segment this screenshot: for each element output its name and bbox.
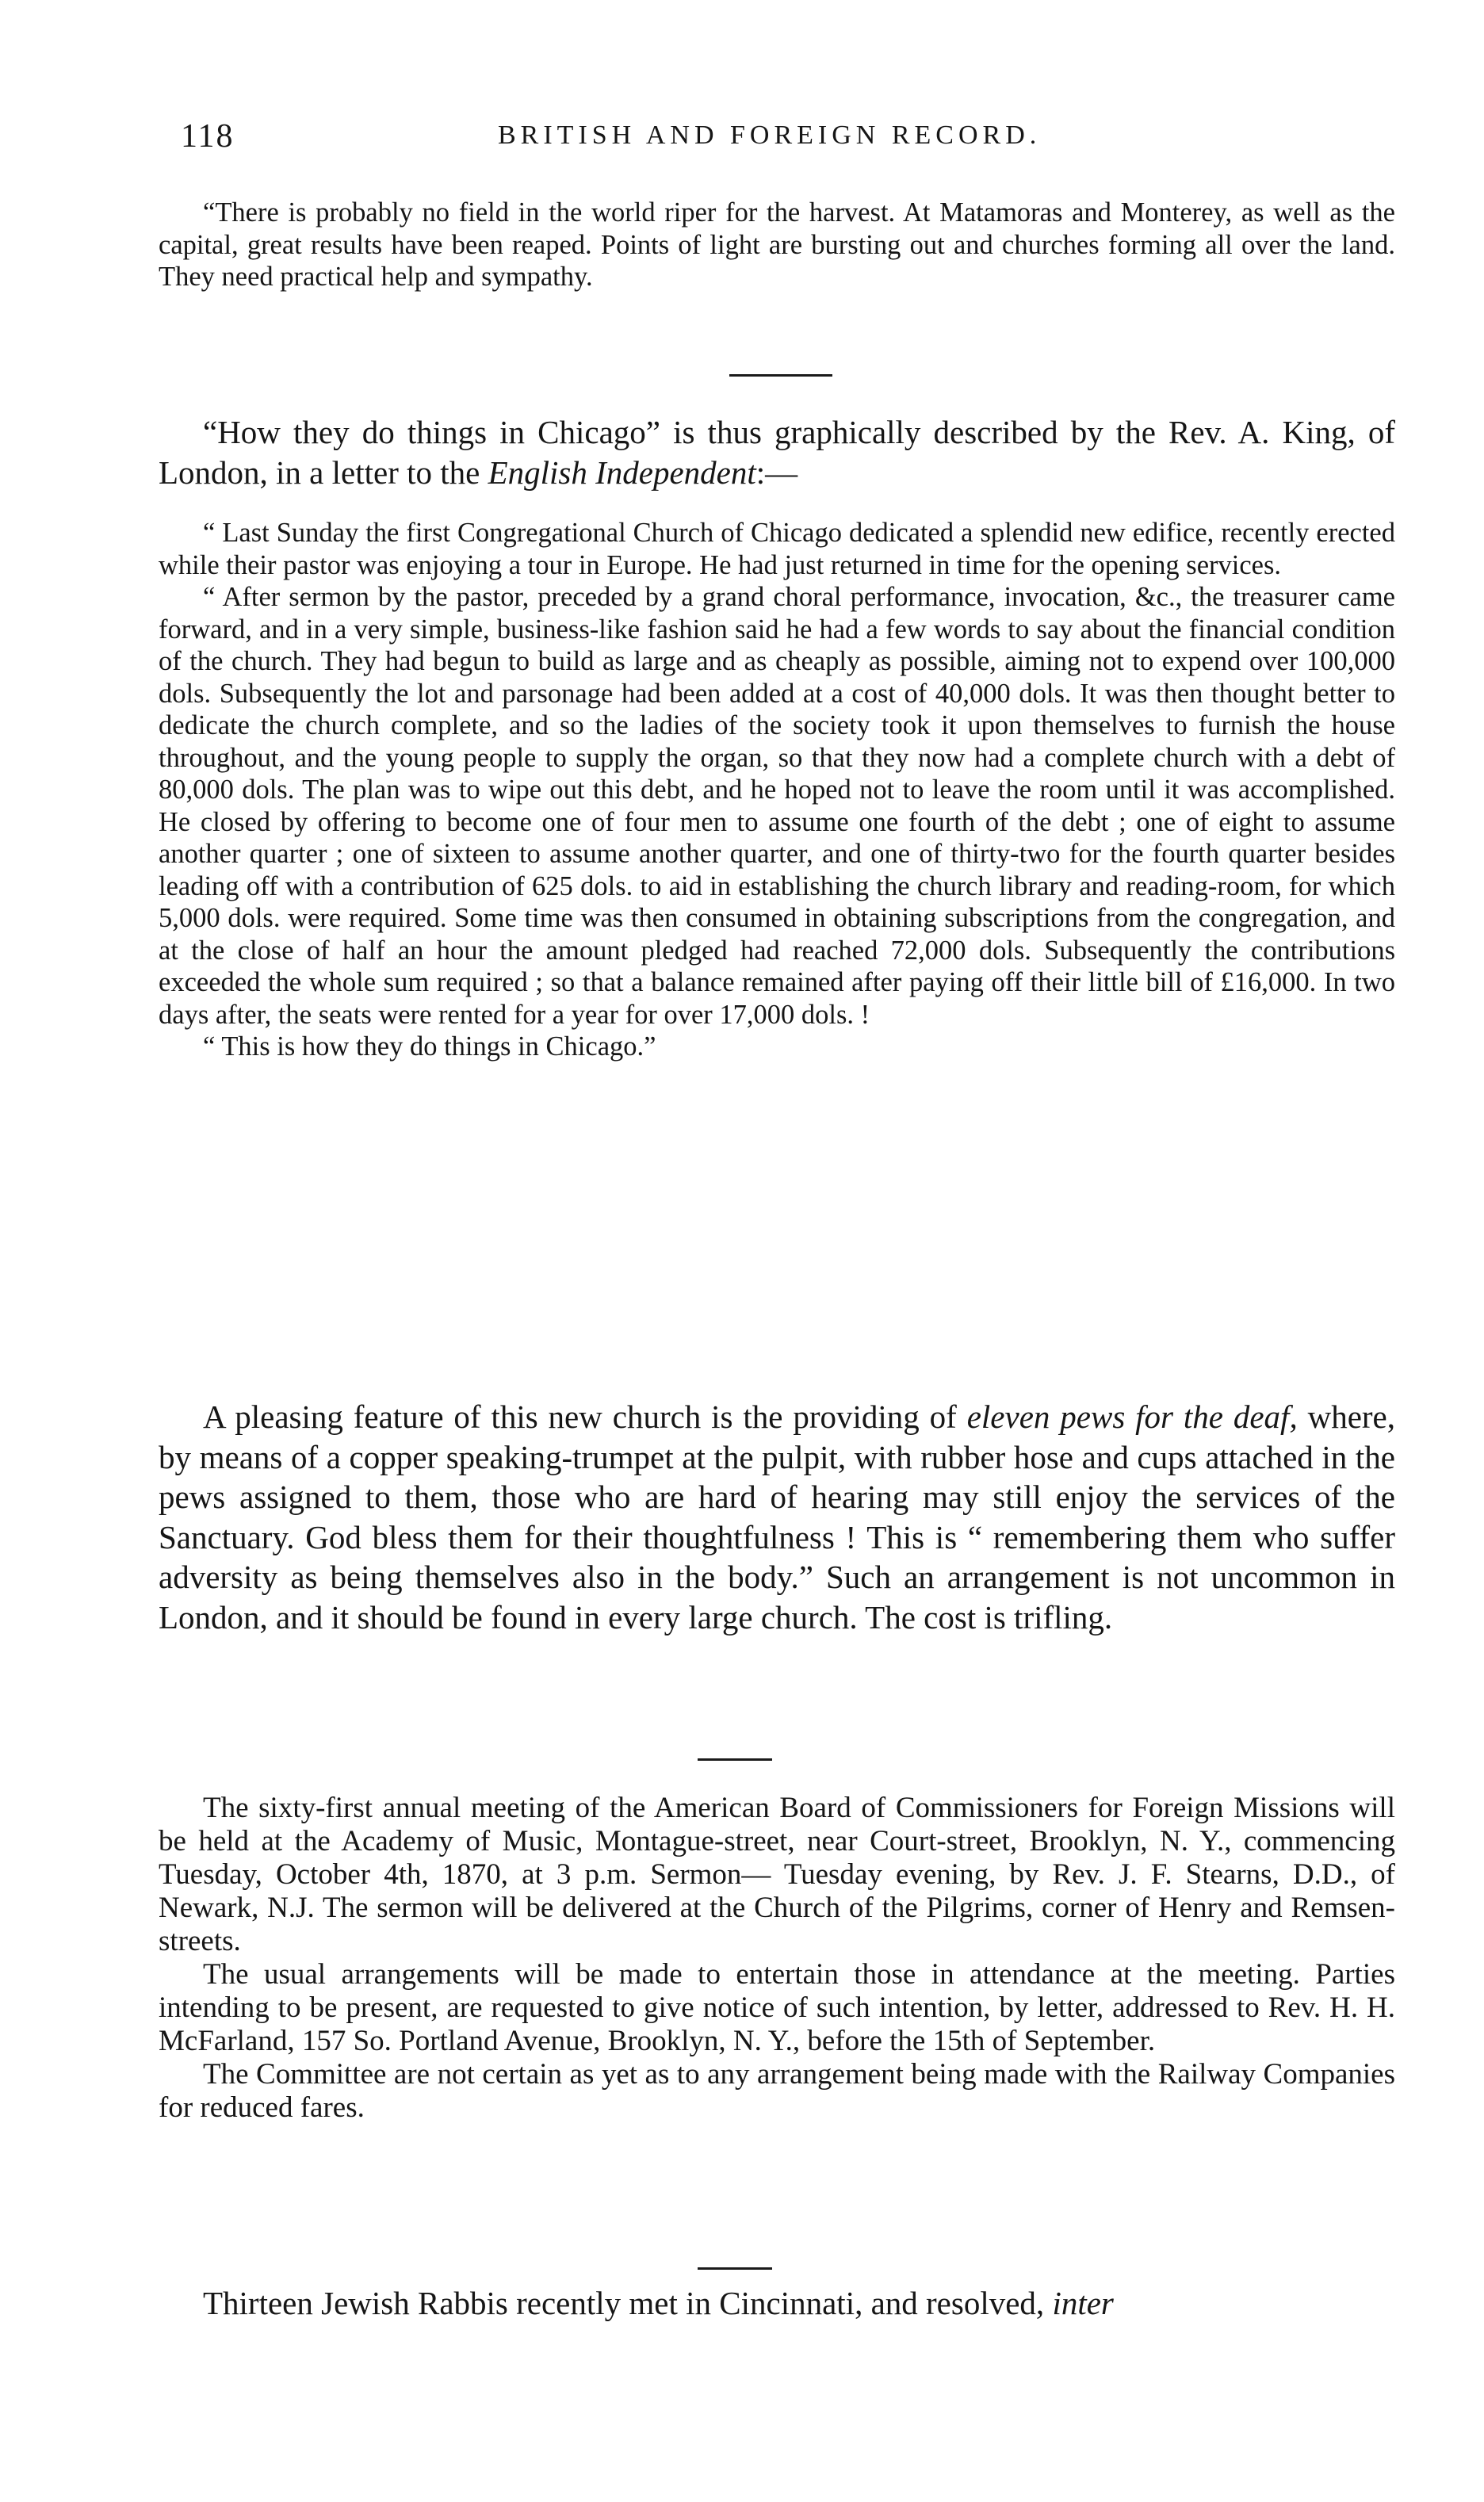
paragraph: “ After sermon by the pastor, preceded by a grand choral performance, invocation, &c., the treasurer came forward, and in a very simple, business-like fashion said he had a few words to say about the financial condition of the church. They had begun to build as large and as cheaply as possible, aiming not to expend over 100,000 dols. Subsequently the lot and parsonage had been added at a cost of 40,000 dols. It was then thought better to dedicate the church complete, and so the ladies of the society took it upon themselves to furnish the house throughout, and the young people to supply the organ, so that they now had a complete church with a debt of 80,000 dols. The plan was to wipe out this debt, and he hoped not to leave the room until it was accomplished. He closed by offering to become one of four men to assume one fourth of the debt ; one of eight to assume another quarter ; one of sixteen to assume another quarter, and one of thirty-two for the fourth quarter besides leading off with a contribution of 625 dols. to aid in establishing the church library and reading-room, for which 5,000 dols. were required. Some time was then consumed in obtaining subscriptions from the congregation, and at the close of half an hour the amount pledged had reached 72,000 dols. Subsequently the contributions exceeded the whole sum required ; so that a balance remained after paying off their little bill of £16,000. In two days after, the seats were rented for a year for over 17,000 dols. ! [159,582,1395,1030]
running-title: BRITISH AND FOREIGN RECORD. [498,121,1042,150]
paragraph: The usual arrangements will be made to entertain those in attendance at the meeting. Parties intending to be present, are requested to give notice of such intention, by letter, addressed to Rev. H. H. McFarland, 157 So. Portland Avenue, Brooklyn, N. Y., before the 15th of September. [159,1958,1395,2057]
mexico-missions-quote [159,197,1395,293]
emphasis-text: eleven pews for the deaf, [966,1398,1298,1435]
paragraph: “ Last Sunday the first Congregational Church of Chicago dedicated a splendid new edifice, recently erected while their pastor was enjoying a tour in Europe. He had just returned in time for the opening services. [159,518,1395,580]
publication-title: English Independent [488,453,756,491]
section-divider [698,2267,772,2270]
chicago-intro [159,412,1395,492]
chicago-letter-quote [159,517,1395,1063]
intro-ending: :— [755,453,798,491]
emphasis-text: inter [1052,2285,1114,2321]
paragraph: “ This is how they do things in Chicago.” [203,1031,656,1062]
page-number: 118 [181,118,235,155]
section-divider [698,1758,772,1761]
paragraph: The sixty-first annual meeting of the American Board of Commissioners for Foreign Missions will be held at the Academy of Music, Montague-street, near Court-street, Brooklyn, N. Y., commencing Tuesday, October 4th, 1870, at 3 p.m. Sermon— Tuesday evening, by Rev. J. F. Stearns, D.D., of Newark, N.J. The sermon will be delivered at the Church of the Pilgrims, corner of Henry and Remsen-streets. [159,1792,1395,1957]
paragraph [159,1397,1395,1637]
paragraph [159,2283,1395,2324]
paragraph [159,412,1395,492]
comment-text: A pleasing feature of this new church is the providing of [203,1398,967,1435]
chicago-comment [159,1397,1395,1637]
page-header [181,117,1394,165]
intro-text: “How they do things in Chicago” is thus graphically described by the Rev. A. King, of London, in a letter to the [159,414,1395,491]
rabbis-paragraph [159,2283,1395,2324]
paragraph-text: Thirteen Jewish Rabbis recently met in Cincinnati, and resolved, [203,2285,1053,2321]
paragraph: The Committee are not certain as yet as to any arrangement being made with the Railway Companies for reduced fares. [159,2058,1395,2124]
comment-text-continued: where, by means of a copper speaking-trumpet at the pulpit, with rubber hose and cups attached in the pews assigned to them, those who are hard of hearing may still enjoy the services of the Sanctuary. God bless them for their thoughtfulness ! This is “ remembering them who suffer adversity as being themselves also in the body.” Such an arrangement is not uncommon in London, and it should be found in every large church. The cost is trifling. [159,1398,1395,1635]
section-divider [729,374,832,377]
paragraph: “There is probably no field in the world riper for the harvest. At Matamoras and Monterey, as well as the capital, great results have been reaped. Points of light are bursting out and churches forming all over the land. They need practical help and sympathy. [159,197,1395,292]
american-board-notice [159,1792,1395,2125]
